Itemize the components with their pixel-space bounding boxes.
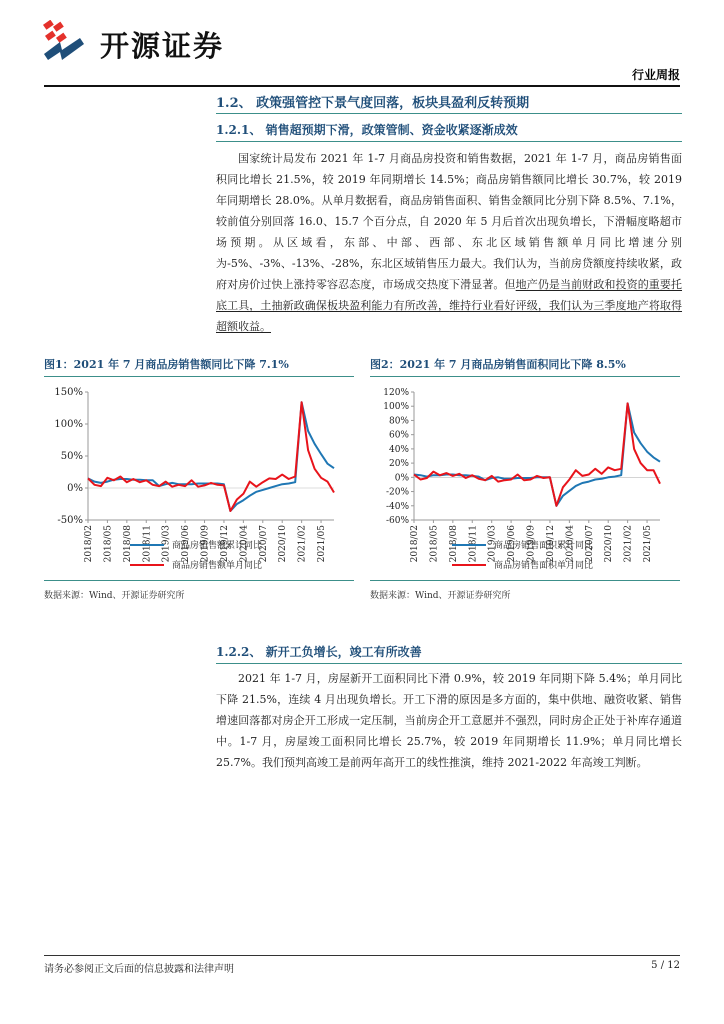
figure-1-title: 图1：2021 年 7 月商品房销售额同比下降 7.1% [44,358,289,371]
x-tick-label: 2019/03 [161,525,172,563]
y-tick-label: 120% [383,388,409,398]
figure-1-source: 数据来源：Wind、开源证券研究所 [44,591,185,601]
y-tick-label: 80% [388,416,409,427]
subsection-heading-2: 1.2.2、 新开工负增长，竣工有所改善 [216,645,422,659]
figure-2-legend-cumulative [452,538,593,551]
figure-2-legend-monthly [452,558,593,571]
x-tick-label: 2021/02 [297,525,308,563]
section-divider [216,113,682,114]
figure-2-source: 数据来源：Wind、开源证券研究所 [370,591,511,601]
disclaimer-note: 请务必参阅正文后面的信息披露和法律声明 [44,964,234,975]
sales-paragraph [216,148,682,337]
x-tick-label: 2020/10 [604,525,615,563]
x-tick-label: 2019/09 [200,525,211,563]
header-divider [44,85,680,87]
y-tick-label: 0% [67,483,83,494]
y-tick-label: 50% [60,451,83,462]
figure-2-title: 图2：2021 年 7 月商品房销售面积同比下降 8.5% [370,358,626,371]
subsection-heading-1: 1.2.1、 销售超预期下滑，政策管制、资金收紧逐渐成效 [216,123,518,137]
y-tick-label: 100% [54,419,83,430]
y-tick-label: 0% [394,473,409,484]
x-tick-label: 2020/07 [258,525,269,563]
x-tick-label: 2018/11 [468,525,479,563]
legend-label: 商品房销售面积单月同比 [494,561,594,571]
brand-name: 开源证券 [100,29,225,63]
x-tick-label: 2021/05 [317,525,328,563]
subsection-divider-2 [216,663,682,664]
legend-label: 商品房销售额单月同比 [172,561,263,571]
x-tick-label: 2020/04 [239,525,250,563]
figure-1-legend-monthly [130,558,262,571]
legend-label: 商品房销售额累计同比 [172,541,263,551]
y-tick-label: 20% [388,459,409,470]
y-tick-label: -20% [385,487,409,498]
x-tick-label: 2019/09 [526,525,537,563]
x-tick-label: 2018/02 [410,525,420,563]
figure-2-top-rule [370,376,680,377]
y-tick-label: -60% [385,516,409,526]
x-tick-label: 2018/05 [429,525,440,563]
construction-paragraph: 2021 年 1-7 月，房屋新开工面积同比下滑 0.9%，较 2019 年同期下降 5.4%；单月同比下降 21.5%，连续 4 月出现负增长。开工下滑的原因是多方面的，集中供地、融资收紧、销售增速回落都对房企开工形成一定压制，当前房企开工意愿并不强烈，同时房企正处于补库存通道中。1-7 月，房屋竣工面积同比增长 25.7%，较 2019 年同期增长 11.9%；单月同比增长 25.7%。我们预判高竣工是前两年高开工的线性推演，维持 2021-2022 年高竣工判断。 [216,672,682,769]
legend-line-blue [452,544,486,546]
x-tick-label: 2018/05 [103,525,114,563]
x-tick-label: 2020/04 [565,525,576,563]
x-tick-label: 2021/02 [623,525,634,563]
y-tick-label: 100% [383,402,409,413]
legend-line-red [452,564,486,566]
x-tick-label: 2018/11 [142,525,153,563]
x-tick-label: 2019/06 [181,525,192,563]
x-tick-label: 2018/02 [84,525,94,563]
y-tick-label: 40% [388,444,409,455]
figure-1-legend-cumulative [130,538,262,551]
x-tick-label: 2019/12 [219,525,230,563]
x-tick-label: 2020/10 [278,525,289,563]
footer-divider [44,955,680,956]
x-tick-label: 2018/08 [448,525,459,563]
sales-paragraph-text: 国家统计局发布 2021 年 1-7 月商品房投资和销售数据，2021 年 1-7 月，商品房销售面积同比增长 21.5%，较 2019 年同期增长 14.5%；商品房销售额同比增长 30.7%，较 2019 年同期增长 28.0%。从单月数据看，商品房销售面积、销售金额同比分别下降 8.5%、7.1%，较前值分别回落 16.0、15.7 个百分点，自 2020 年 5 月后首次出现负增长，下滑幅度略超市场预期。从区域看，东部、中部、西部、东北区域销售额单月同比增速分别为-5%、-3%、-13%、-28%，东北区域销售压力最大。我们认为，当前房贷额度持续收紧，政府对房价过快上涨持零容忍态度，市场成交热度下滑显著。但 [216,152,682,291]
x-tick-label: 2019/03 [487,525,498,563]
y-tick-label: -40% [385,501,409,512]
legend-label: 商品房销售面积累计同比 [494,541,594,551]
y-tick-label: 150% [54,387,83,398]
figure-2-bottom-rule [370,580,680,581]
section-heading: 1.2、 政策强管控下景气度回落，板块具盈利反转预期 [216,96,530,111]
company-logo [40,20,88,64]
x-tick-label: 2019/12 [545,525,556,563]
x-tick-label: 2019/06 [507,525,518,563]
sales-paragraph-underline-2: 维持行业看好评级，我们认为三季度地产将取得超额收益。 [216,299,683,333]
sales-paragraph-underline-1: 地产仍是当前财政和投资的重要托底工具，土抽新政确保板块盈利能力有所改善， [216,278,683,312]
x-tick-label: 2020/07 [584,525,595,563]
legend-line-blue [130,544,164,546]
x-tick-label: 2018/08 [122,525,133,563]
y-tick-label: 60% [388,430,409,441]
series-line-monthly [414,403,660,505]
legend-line-red [130,564,164,566]
x-tick-label: 2021/05 [643,525,654,563]
figure-1-bottom-rule [44,580,354,581]
document-type: 行业周报 [631,68,680,82]
series-line-monthly [88,402,334,511]
y-tick-label: -50% [57,515,83,526]
subsection-divider-1 [216,141,682,142]
figure-1-top-rule [44,376,354,377]
page-number: 5 / 12 [651,960,680,971]
